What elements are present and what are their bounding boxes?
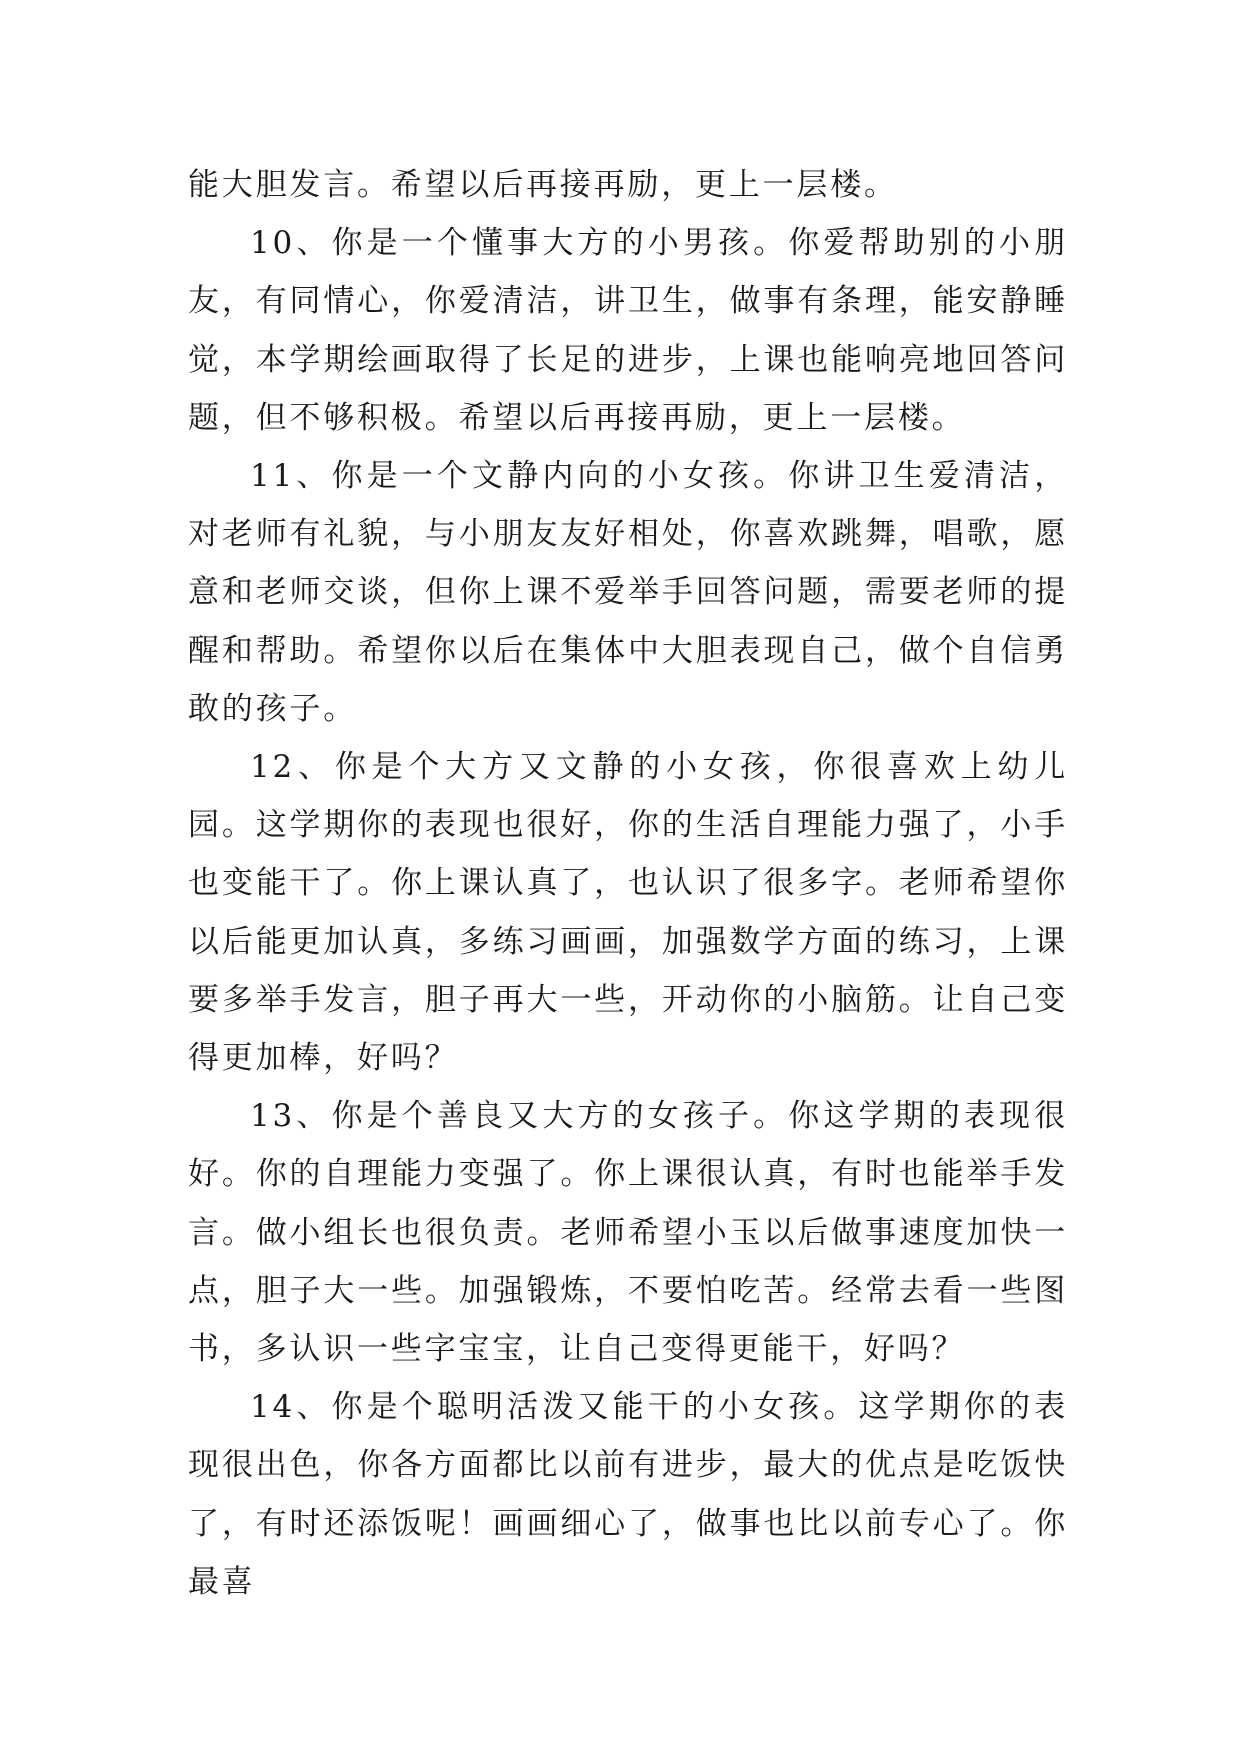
paragraph-comment-11: 11、你是一个文静内向的小女孩。你讲卫生爱清洁，对老师有礼貌，与小朋友友好相处，你喜欢跳舞，唱歌，愿意和老师交谈，但你上课不爱举手回答问题，需要老师的提醒和帮助。希望你以后在集体中大胆表现自己，做个自信勇敢的孩子。	[188, 458, 1068, 727]
paragraph-comment-13: 13、你是个善良又大方的女孩子。你这学期的表现很好。你的自理能力变强了。你上课很认真，有时也能举手发言。做小组长也很负责。老师希望小玉以后做事速度加快一点，胆子大一些。加强锻炼，不要怕吃苦。经常去看一些图书，多认识一些字宝宝，让自己变得更能干，好吗？	[188, 1098, 1068, 1368]
paragraph-comment-10: 10、你是一个懂事大方的小男孩。你爱帮助别的小朋友，有同情心，你爱清洁，讲卫生，做事有条理，能安静睡觉，本学期绘画取得了长足的进步，上课也能响亮地回答问题，但不够积极。希望以后再接再励，更上一层楼。	[188, 225, 1068, 436]
paragraph-comment-14: 14、你是个聪明活泼又能干的小女孩。这学期你的表现很出色，你各方面都比以前有进步，最大的优点是吃饭快了，有时还添饭呢！画画细心了，做事也比以前专心了。你最喜	[188, 1389, 1068, 1600]
document-body	[188, 156, 1068, 1611]
paragraph-continuation: 能大胆发言。希望以后再接再励，更上一层楼。	[188, 167, 898, 203]
paragraph-comment-12: 12、你是个大方又文静的小女孩，你很喜欢上幼儿园。这学期你的表现也很好，你的生活自理能力强了，小手也变能干了。你上课认真了，也认识了很多字。老师希望你以后能更加认真，多练习画画，加强数学方面的练习，上课要多举手发言，胆子再大一些，开动你的小脑筋。让自己变得更加棒，好吗？	[188, 749, 1068, 1077]
